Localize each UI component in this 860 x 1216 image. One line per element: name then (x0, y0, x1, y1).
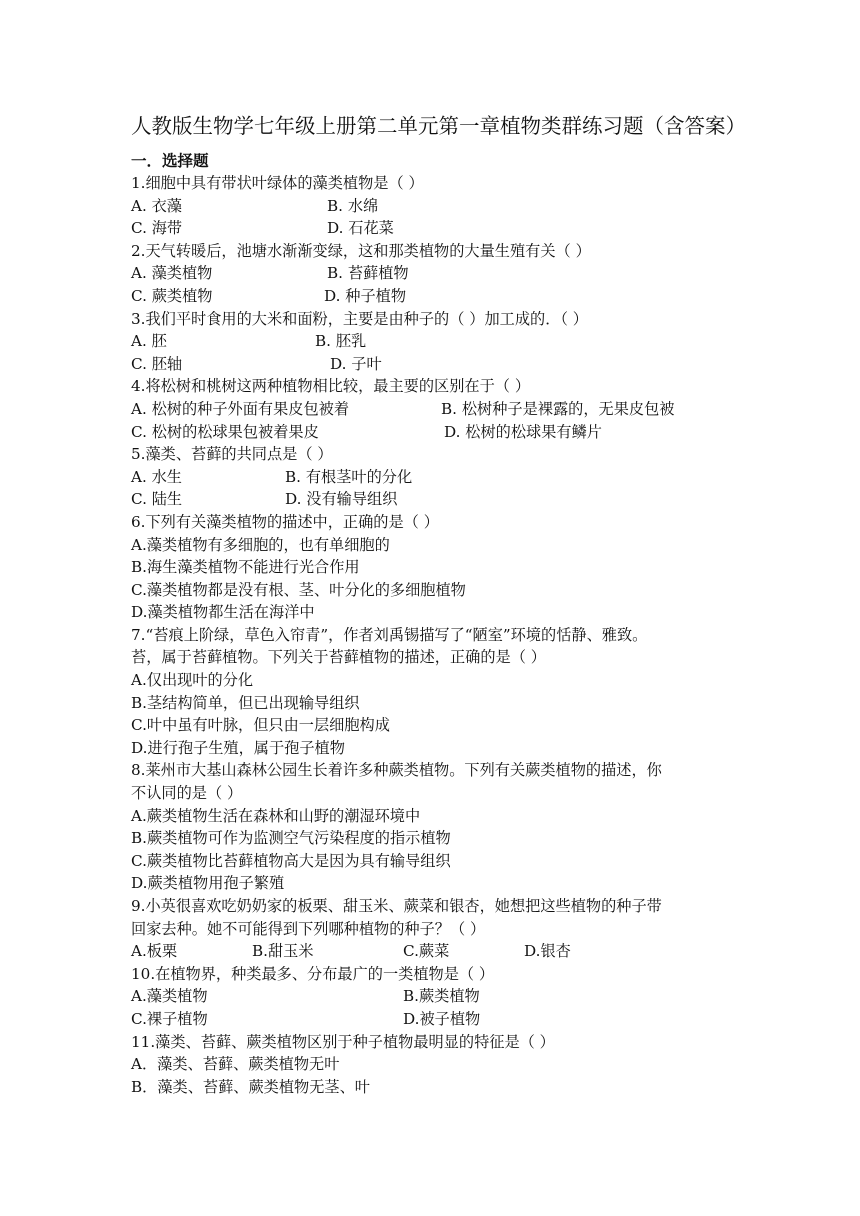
option-choice: C. 松树的松球果包被着果皮 (131, 422, 319, 441)
option-choice: B．藻类、苔藓、蕨类植物无茎、叶 (131, 1077, 370, 1096)
question-stem: 3.我们平时食用的大米和面粉，主要是由种子的（ ）加工成的．（ ） (131, 309, 588, 328)
option-choice: A.藻类植物 (131, 987, 208, 1006)
question-stem: 苔，属于苔藓植物。下列关于苔藓植物的描述，正确的是（ ） (131, 648, 546, 667)
option-choice: B. 苔藓植物 (327, 264, 409, 283)
question-stem: 1.细胞中具有带状叶绿体的藻类植物是（ ） (131, 174, 424, 192)
question-stem: 不认同的是（ ） (131, 784, 243, 803)
option-row (131, 1008, 741, 1031)
question-stem: 9.小英很喜欢吃奶奶家的板栗、甜玉米、蕨菜和银杏，她想把这些植物的种子带 (131, 897, 662, 915)
question-stem: 4.将松树和桃树这两种植物相比较，最主要的区别在于（ ） (131, 377, 531, 396)
option-choice: D.银杏 (524, 942, 571, 961)
section-heading: 一．选择题 (131, 151, 209, 170)
question-5 (131, 443, 741, 511)
option-choice: D. 没有输导组织 (285, 490, 398, 509)
option-choice: C. 陆生 (131, 490, 183, 509)
option-choice: B.甜玉米 (252, 942, 314, 961)
question-stem: 11.藻类、苔藓、蕨类植物区别于种子植物最明显的特征是（ ） (131, 1032, 555, 1051)
option-row (131, 940, 741, 963)
question-list (131, 172, 741, 1098)
question-stem: 5.藻类、苔藓的共同点是（ ） (131, 445, 333, 464)
question-11 (131, 1031, 741, 1099)
option-choice: C.藻类植物都是没有根、茎、叶分化的多细胞植物 (131, 580, 466, 599)
question-stem: 8.莱州市大基山森林公园生长着许多种蕨类植物。下列有关蕨类植物的描述，你 (131, 761, 662, 780)
option-choice: B.蕨类植物可作为监测空气污染程度的指示植物 (131, 829, 451, 848)
question-7 (131, 624, 741, 760)
option-choice: A.板栗 (131, 942, 178, 961)
option-choice: A．藻类、苔藓、蕨类植物无叶 (131, 1055, 340, 1074)
question-1 (131, 172, 741, 240)
option-choice: C. 胚轴 (131, 354, 183, 373)
question-8 (131, 759, 741, 895)
question-3 (131, 308, 741, 376)
option-row (131, 421, 741, 444)
option-choice: D.被子植物 (403, 1009, 481, 1028)
option-row (131, 262, 741, 285)
option-row (131, 466, 741, 489)
option-choice: C. 海带 (131, 219, 183, 238)
option-choice: D. 松树的松球果有鳞片 (444, 422, 602, 441)
option-choice: B. 水绵 (327, 196, 379, 215)
option-choice: C.裸子植物 (131, 1009, 208, 1028)
option-row (131, 353, 741, 376)
option-row (131, 488, 741, 511)
option-choice: C.叶中虽有叶脉，但只由一层细胞构成 (131, 716, 390, 735)
option-choice: A.仅出现叶的分化 (131, 671, 254, 690)
option-choice: D.藻类植物都生活在海洋中 (131, 603, 315, 622)
option-choice: D. 种子植物 (324, 286, 407, 305)
option-choice: B. 胚乳 (315, 332, 367, 351)
option-choice: B. 有根茎叶的分化 (285, 467, 413, 486)
option-choice: B.海生藻类植物不能进行光合作用 (131, 558, 360, 577)
option-row (131, 398, 741, 421)
option-choice: D. 子叶 (330, 354, 382, 373)
option-choice: B.蕨类植物 (403, 987, 480, 1006)
option-choice: A. 水生 (131, 467, 182, 486)
option-choice: C. 蕨类植物 (131, 286, 213, 305)
document-title: 人教版生物学七年级上册第二单元第一章植物类群练习题（含答案） (131, 114, 746, 138)
option-choice: A.藻类植物有多细胞的，也有单细胞的 (131, 535, 390, 554)
option-row (131, 285, 741, 308)
question-9 (131, 895, 741, 963)
option-row (131, 985, 741, 1008)
question-stem: 回家去种。她不可能得到下列哪种植物的种子？（ ） (131, 919, 486, 938)
question-2 (131, 240, 741, 308)
option-choice: A. 衣藻 (131, 196, 182, 215)
question-4 (131, 375, 741, 443)
option-choice: C.蕨菜 (403, 942, 450, 961)
option-choice: B. 松树种子是裸露的，无果皮包被 (441, 399, 675, 418)
question-stem: 6.下列有关藻类植物的描述中，正确的是（ ） (131, 512, 439, 531)
option-choice: A.蕨类植物生活在森林和山野的潮湿环境中 (131, 806, 421, 825)
option-choice: D.进行孢子生殖，属于孢子植物 (131, 738, 345, 757)
option-choice: A. 胚 (131, 332, 167, 351)
option-choice: D.蕨类植物用孢子繁殖 (131, 874, 285, 893)
option-row (131, 330, 741, 353)
question-stem: 10.在植物界，种类最多、分布最广的一类植物是（ ） (131, 964, 495, 983)
option-row (131, 217, 741, 240)
question-10 (131, 963, 741, 1031)
option-choice: B.茎结构简单，但已出现输导组织 (131, 693, 360, 712)
option-choice: C.蕨类植物比苔藓植物高大是因为具有输导组织 (131, 851, 451, 870)
option-row (131, 195, 741, 218)
question-stem: 7.“苔痕上阶绿，草色入帘青”，作者刘禹锡描写了“陋室”环境的恬静、雅致。 (131, 625, 648, 644)
option-choice: A. 松树的种子外面有果皮包被着 (131, 399, 350, 418)
question-6 (131, 511, 741, 624)
option-choice: A. 藻类植物 (131, 264, 213, 283)
question-stem: 2.天气转暖后，池塘水渐渐变绿，这和那类植物的大量生殖有关（ ） (131, 241, 591, 260)
option-choice: D. 石花菜 (327, 219, 394, 238)
